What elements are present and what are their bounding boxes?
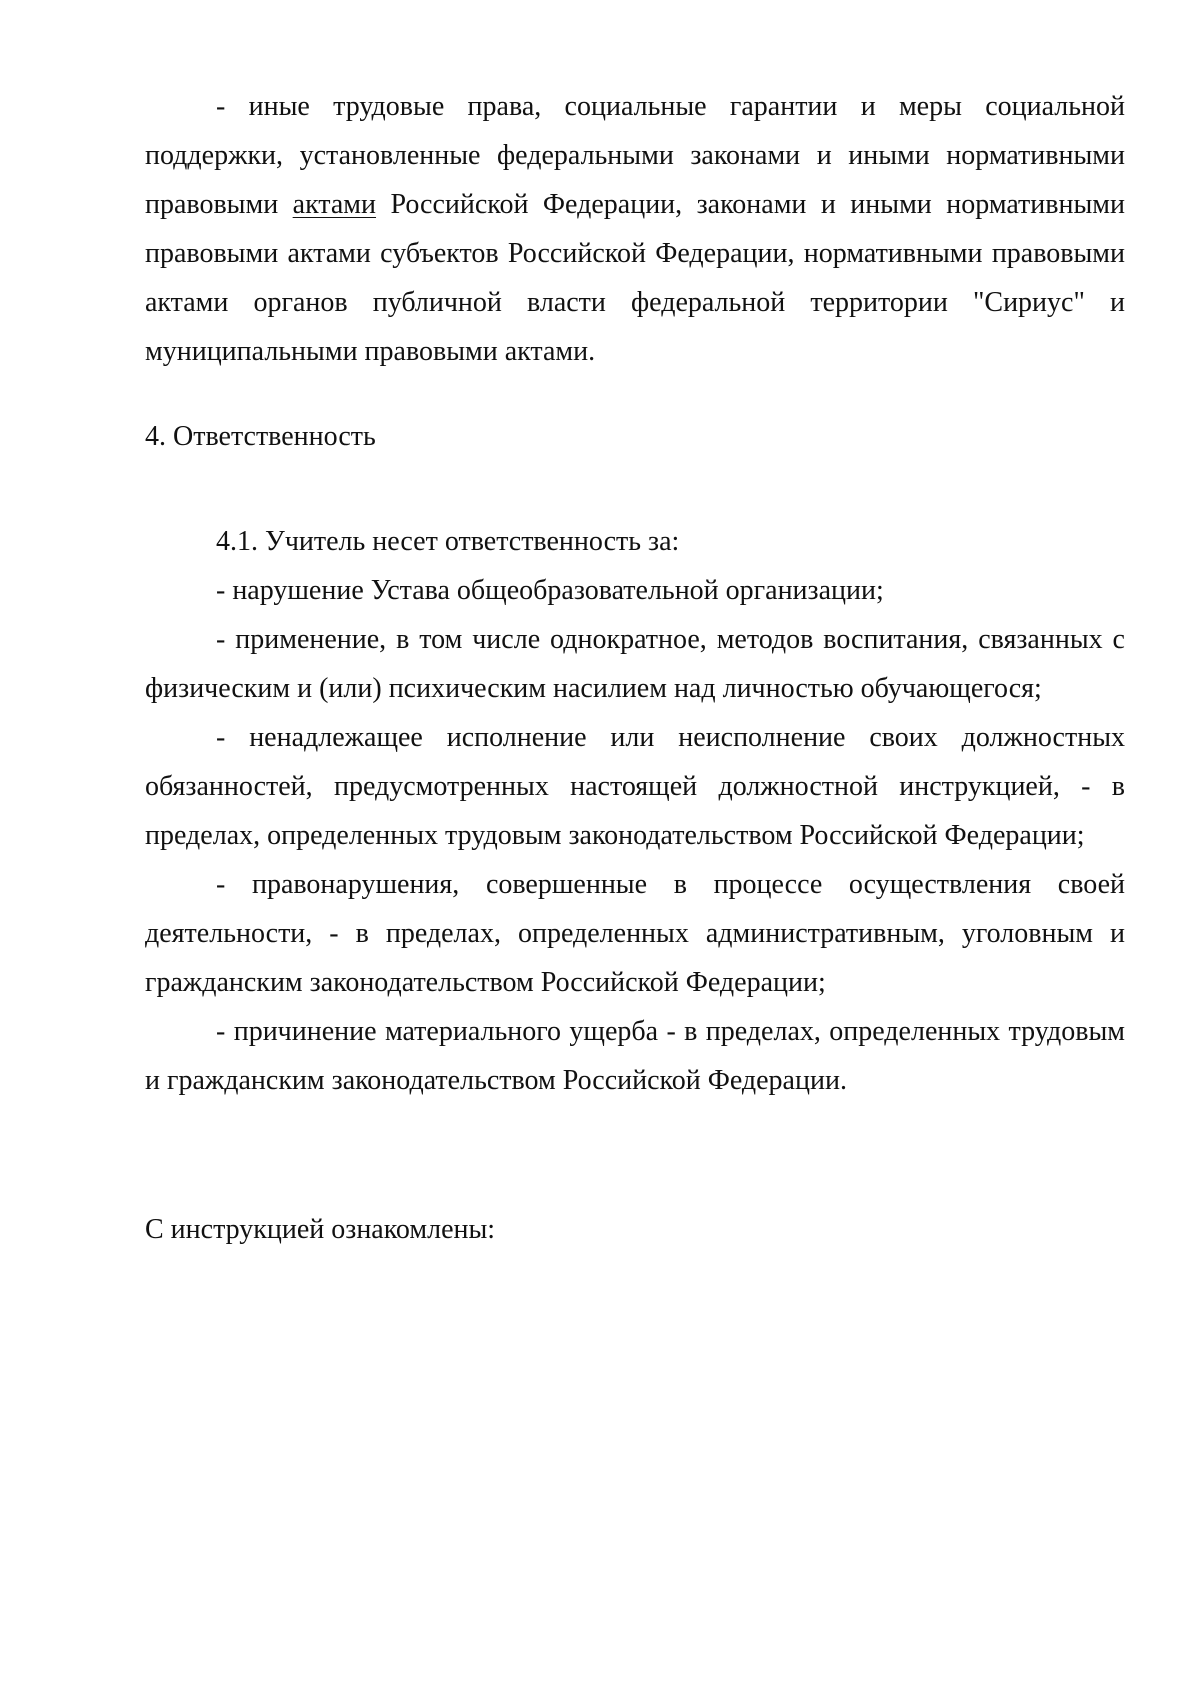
paragraph-text-after-link: Российской Федерации, законами и иными нормативными правовыми актами субъектов Российской Федерации, нормативными правовыми актами органов публичной власти федеральной территории "Сириус" и муниципальными правовыми актами. (145, 189, 1125, 367)
acts-link[interactable]: актами (292, 189, 377, 220)
paragraph-other-rights (145, 82, 1125, 376)
list-item: - причинение материального ущерба - в пределах, определенных трудовым и гражданским законодательством Российской Федерации. (145, 1016, 1125, 1096)
list-item: - нарушение Устава общеобразовательной организации; (216, 575, 884, 606)
list-item: - правонарушения, совершенные в процессе осуществления своей деятельности, - в пределах, определенных административным, уголовным и гражданским законодательством Российской Федерации; (145, 869, 1125, 998)
paragraph-text-before-link: - иные трудовые права, социальные гарантии и меры социальной поддержки, установленные федеральными законами и иными нормативными правовыми (145, 91, 1125, 220)
section-intro: 4.1. Учитель несет ответственность за: (216, 526, 680, 557)
acknowledgement-line: С инструкцией ознакомлены: (145, 1214, 496, 1245)
list-item: - ненадлежащее исполнение или неисполнение своих должностных обязанностей, предусмотренных настоящей должностной инструкцией, - в пределах, определенных трудовым законодательством Российской Федерации; (145, 722, 1125, 851)
document-body (145, 82, 1125, 1254)
list-item: - применение, в том числе однократное, методов воспитания, связанных с физическим и (или) психическим насилием над личностью обучающегося; (145, 624, 1125, 704)
section-heading: 4. Ответственность (145, 421, 376, 452)
